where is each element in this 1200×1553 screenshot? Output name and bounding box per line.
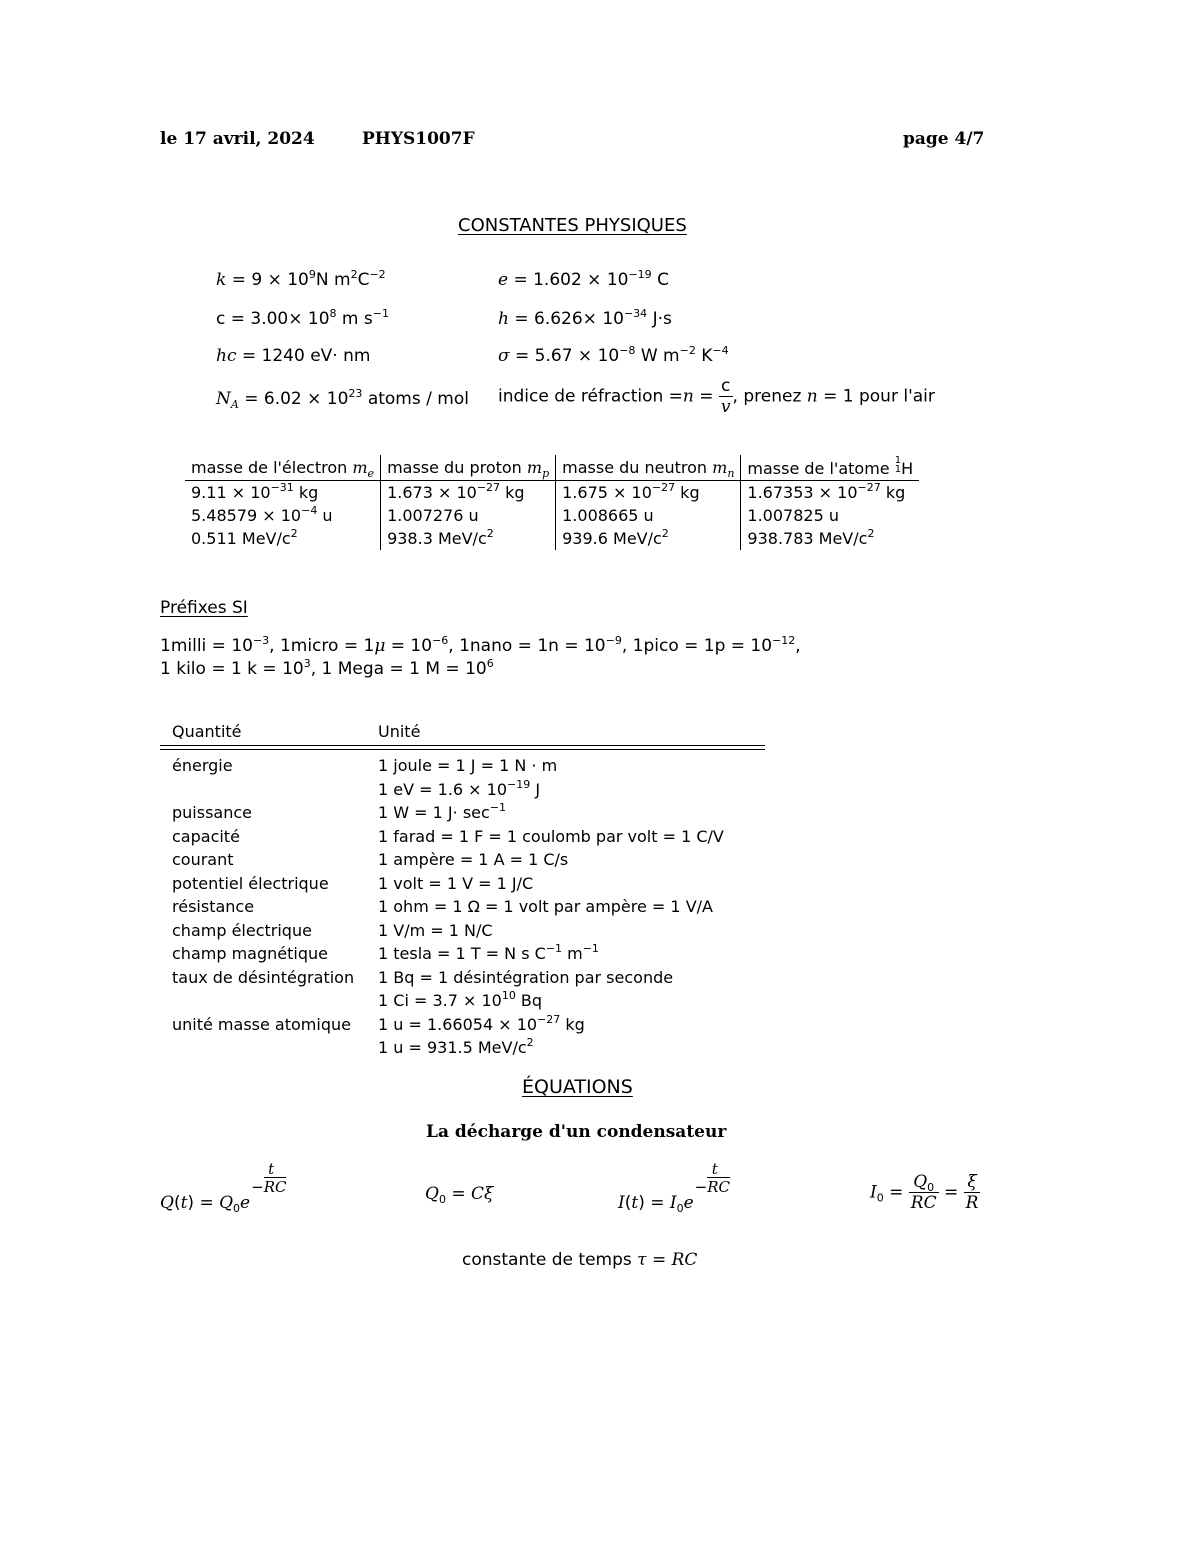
constant-hc: hc = 1240 eV· nm xyxy=(216,346,371,366)
mass-cell: 0.511 MeV/$c^2$ xyxy=(191,527,298,548)
constants-title: CONSTANTES PHYSIQUES xyxy=(458,215,687,236)
table-row: courant 1 ampère = 1 A = 1 C/s xyxy=(172,850,569,869)
table-row: potentiel électrique 1 volt = 1 V = 1 J/C xyxy=(172,873,534,893)
mass-header-electron: masse de l'électron $m_e$ xyxy=(185,455,381,481)
table-row: capacité 1 farad = 1 F = 1 coulomb par volt = 1 C/V xyxy=(172,826,724,846)
units-table xyxy=(160,719,765,1062)
constant-avogadro: $N_A = 6.02 \times 10^{23}$ atoms / mol xyxy=(216,387,469,411)
constant-refraction: indice de réfraction =n = $\frac{c}{v}$ , prenez n = 1 pour l'air xyxy=(498,376,935,417)
table-row: énergie 1 joule = 1 J = 1 N · m xyxy=(172,756,558,775)
constant-k: $k = 9 \times 10^9N$ $m^2C^{-2}$ xyxy=(216,268,386,290)
mass-cell: $1.675 \times 10^{-27}$ kg xyxy=(556,481,741,505)
time-constant: constante de temps τ = RC xyxy=(462,1250,698,1270)
masses-table xyxy=(185,455,919,550)
mass-cell: $9.11 \times 10^{-31}$ kg xyxy=(191,481,319,502)
table-row: champ magnétique 1 tesla = 1 T = N s $C^{-1}$ $m^{-1}$ xyxy=(172,942,599,963)
equation-initial-current: $I_0$ = $\frac{Q_0}{RC}$ = $\frac{\xi}{R}$ xyxy=(870,1172,979,1213)
constant-sigma: $\sigma = 5.67 \times 10^{-8}$ W $m^{-2}$ $K^{-4}$ xyxy=(498,344,729,366)
equation-charge: $Q(t) = Q_0e$ t −RC xyxy=(160,1160,287,1215)
header-course: PHYS1007F xyxy=(362,129,475,149)
table-row: 1 eV = $1.6 \times 10^{-19}$ J xyxy=(378,777,541,799)
table-row: 1 $Ci = 3.7 \times 10^{10}$ Bq xyxy=(378,989,543,1010)
constant-e: $e = 1.602 \times 10^{-19}$ C xyxy=(498,268,669,290)
mass-cell: 1.007825 u xyxy=(741,504,919,527)
mass-cell: 938.3 MeV/$c^2$ xyxy=(381,527,556,550)
header-page: page 4/7 xyxy=(903,129,985,149)
table-row: puissance 1 W = 1 $J\cdot \sec^{-1}$ xyxy=(172,801,507,822)
table-row: 1 u = 931.5 MeV/$c^2$ xyxy=(378,1036,534,1057)
prefixes-title: Préfixes SI xyxy=(160,598,248,618)
prefixes-line-1: 1milli = $10^{-3}$, 1micro = $1\mu = 10^{-6}$, 1nano = $1n = 10^{-9}$, 1pico = $1p = 10^{-12}$, xyxy=(160,634,801,656)
mass-cell: 1.007276 u xyxy=(381,504,556,527)
equation-current: $I(t) = I_0e$ t −RC xyxy=(618,1160,731,1215)
mass-cell: $1.67353 \times 10^{-27}$ kg xyxy=(741,481,919,505)
mass-cell: 1.008665 u xyxy=(556,504,741,527)
header-date: le 17 avril, 2024 xyxy=(160,129,315,149)
mass-header-proton: masse du proton $m_p$ xyxy=(381,455,556,481)
table-row: champ électrique 1 V/m = 1 N/C xyxy=(172,920,493,940)
constant-c: $c = 3.00\times 10^8$ m $s^{-1}$ xyxy=(216,307,389,329)
table-row: résistance 1 ohm = 1 Ω = 1 volt par ampère = 1 V/A xyxy=(172,897,713,916)
mass-cell: 939.6 MeV/$c^2$ xyxy=(556,527,741,550)
mass-cell: $1.673 \times 10^{-27}$ kg xyxy=(381,481,556,505)
prefixes-line-2: 1 kilo = 1 $k = 10^3$, 1 Mega = 1 $M = 10^6$ xyxy=(160,657,494,679)
equations-title: ÉQUATIONS xyxy=(522,1076,633,1098)
mass-header-neutron: masse du neutron $m_n$ xyxy=(556,455,741,481)
table-row: unité masse atomique 1 $u = 1.66054 \times 10^{-27}$ kg xyxy=(172,1012,585,1034)
units-header-row xyxy=(160,719,765,746)
equations-subtitle: La décharge d'un condensateur xyxy=(426,1122,727,1142)
mass-header-hydrogen: masse de l'atome 1 1H xyxy=(741,455,919,481)
units-header-unit: Unité xyxy=(378,722,421,741)
table-row: taux de désintégration 1 Bq = 1 désintégration par seconde xyxy=(172,967,674,987)
units-header-quantity: Quantité xyxy=(172,722,242,741)
constant-h: $h = 6.626\times 10^{-34}$ J·s xyxy=(498,307,672,329)
mass-cell: $5.48579 \times 10^{-4}$ u xyxy=(191,504,333,525)
equation-initial-charge: $Q_0 = C\xi$ xyxy=(425,1184,494,1206)
mass-cell: 938.783 MeV/$c^2$ xyxy=(741,527,919,550)
